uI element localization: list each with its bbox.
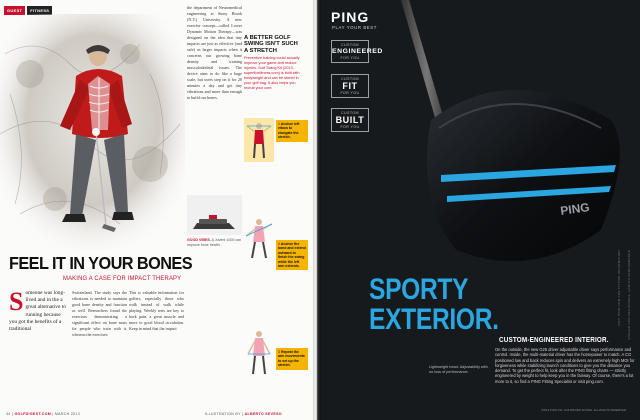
credit-label: ILLUSTRATION BY	[205, 412, 241, 416]
ad-feature-note: Lightweight head. Adjustability with no loss of performance.	[429, 365, 488, 374]
page-footer: 34 | GOLFDIGEST.COM | MARCH 2013	[6, 412, 81, 416]
badge-fit-top: CUSTOM	[341, 77, 359, 81]
ad-headline-line-1: SPORTY	[369, 273, 469, 306]
editorial-page	[0, 0, 313, 420]
badge-built-top: CUSTOM	[341, 111, 359, 115]
page-gutter	[313, 0, 321, 420]
callout-3-number: 3	[278, 350, 280, 354]
sidebar-title: A BETTER GOLF SWING ISN'T SUCH A STRETCH	[244, 35, 298, 54]
stretch-figure-3	[244, 326, 274, 378]
credit-name: ALBERTO SEVESO	[244, 412, 282, 416]
drop-cap: S	[9, 290, 24, 316]
ad-body-copy: On the outside, the new G25 driver adjustable driver says performance and control. Inside, the multi-material driver has the horsepower to match. A CG positioned low and back reduces spin and delivers an extremely high MOI for forgiveness while stabilizing launch conditions to give you the distance you demand. To get the perfect fit, look after the PING fitting charts — strictly engineered by weight to help keep you in the fairway. Of course, there's a lot more to it, so find a PING Fitting Specialist or visit ping.com.	[495, 347, 635, 384]
callout-3-text: Repeat the arm movements to set up the stretch.	[278, 350, 305, 368]
badge-engineered-main: ENGINEERED	[332, 48, 383, 55]
svg-text:PING: PING	[559, 200, 591, 218]
callout-2-text: Anchor the band and extend outward to finish the swing while the left arm extends.	[278, 242, 306, 269]
article-column-2: Switzerland. The study says the vibrations is needed to maintain good bone density and function as well. Researchers found the exercises demonstrating a significant effect on bone mass for people who train with it, whereas the exercises	[72, 290, 127, 337]
stretch-figure-2	[244, 214, 274, 262]
page-number: 34	[6, 412, 11, 416]
article-column-3: This is valuable information for golfers, especially those who walk instead of walk while playing. Weekly tests are key to back pain, a great muscle and more to good blood circulation. Keep in mind that the impact	[129, 290, 184, 331]
issue-month: MARCH 2013	[54, 412, 81, 416]
article-lede	[9, 290, 69, 406]
photo-caption	[187, 238, 242, 247]
badge-built-bottom: FOR YOU	[340, 125, 360, 129]
badge-engineered-bottom: FOR YOU	[340, 56, 360, 60]
ping-advertisement	[321, 0, 640, 420]
stretch-sidebar	[244, 35, 302, 91]
callout-3	[276, 348, 308, 370]
lede-text: omeone was long-lived and in the a great alternative to running because you got the benefits of a traditional	[9, 290, 66, 333]
section-tag: GUEST	[4, 6, 25, 15]
topic-tag: FITNESS	[27, 6, 52, 15]
golfer-illustration	[0, 14, 185, 250]
badge-fit-bottom: FOR YOU	[340, 91, 360, 95]
device-photo	[187, 195, 242, 235]
ad-subhead: CUSTOM-ENGINEERED INTERIOR.	[499, 335, 609, 344]
stretch-figure-1	[244, 118, 274, 162]
callout-1-number: 1	[278, 122, 280, 126]
sidebar-body: Preventive training could actually improve your game and reduce injuries. Golf Swing Kit (2013, superfloxfitness.com) is built with bodyweight and can be stored in your golf bag. It also helps you recruit your core.	[244, 56, 300, 91]
article-headline: FEEL IT IN YOUR BONES	[9, 253, 193, 273]
site-name: GOLFDIGEST.COM	[14, 412, 51, 416]
callout-2-number: 2	[278, 242, 280, 246]
ad-legal: ©2013 PING INC. G25 DRIVER SHOWN. ALL RIGHTS RESERVED.	[541, 408, 627, 412]
ping-logo: PING	[331, 9, 370, 25]
callout-2	[276, 240, 308, 270]
caption-text: A Juvent 1000 can improve bone health.	[187, 238, 242, 247]
article-subhead: MAKING A CASE FOR IMPACT THERAPY	[63, 275, 182, 282]
illustration-credit: ILLUSTRATION BY | ALBERTO SEVESO	[205, 412, 282, 416]
driver-club-image	[361, 0, 640, 300]
badge-fit-main: FIT	[342, 81, 358, 91]
badge-built-main: BUILT	[335, 115, 365, 125]
ad-vertical-note-1: VISIT PING.COM FOR FITTING INFORMATION	[617, 250, 621, 327]
badge-engineered-top: CUSTOM	[341, 43, 359, 47]
callout-1	[276, 120, 308, 142]
ad-headline-line-2: EXTERIOR.	[369, 303, 499, 336]
ping-tagline: PLAY YOUR BEST	[332, 25, 377, 30]
ad-vertical-note-2: ANGLED FOR ADJUSTABLE, LOW-CG PERFORMANCE	[627, 250, 631, 340]
callout-1-text: Anchor left elbow to elongate the stretch.	[278, 122, 300, 140]
caption-label: GOOD VIBES.	[187, 238, 211, 242]
article-column-1: the department of Neuromedical engineering at Stony Brook (N.Y.) University. A new exercise concept—called Lower Dynamic Motion Therapy—was designed on the idea that tiny impacts are just as effective (and safe) as larger impacts when it concerns our growing bone density and training musculoskeletal issues. The device aims to do like a huge scale, but users step on it for 20 minutes a day and get tiny vibrations and more than enough to build our bones.	[187, 5, 242, 100]
